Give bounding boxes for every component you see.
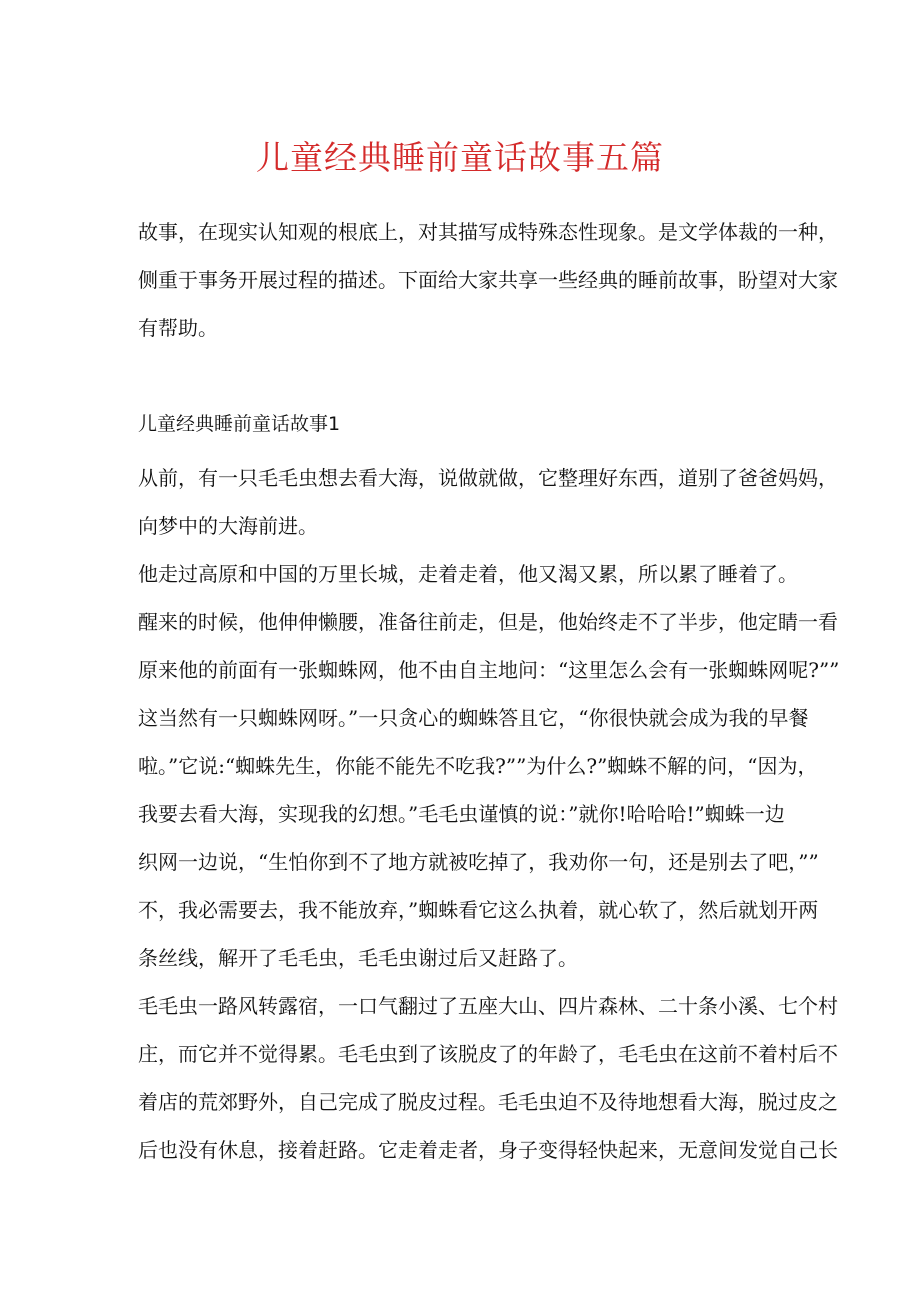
story-line: 我要去看大海，实现我的幻想。”毛毛虫谨慎的说：”就你!哈哈哈!”蜘蛛一边 xyxy=(138,802,785,826)
story-line: 从前，有一只毛毛虫想去看大海，说做就做，它整理好东西，道别了爸爸妈妈， xyxy=(138,466,838,490)
story-line: 醒来的时候，他伸伸懒腰，准备往前走，但是，他始终走不了半步，他定睛一看 xyxy=(138,610,838,634)
section-heading: 儿童经典睡前童话故事1 xyxy=(138,413,341,435)
story-line: 毛毛虫一路风转露宿，一口气翻过了五座大山、四片森林、二十条小溪、七个村 xyxy=(138,994,838,1018)
story-line: 着店的荒郊野外，自己完成了脱皮过程。毛毛虫迫不及待地想看大海，脱过皮之 xyxy=(138,1090,838,1114)
story-line: 向梦中的大海前进。 xyxy=(138,514,318,538)
story-line: 不，我必需要去，我不能放弃，”蜘蛛看它这么执着，就心软了，然后就划开两 xyxy=(138,898,819,922)
intro-line: 侧重于事务开展过程的描述。下面给大家共享一些经典的睡前故事，盼望对大家 xyxy=(138,268,838,292)
story-line: 他走过高原和中国的万里长城，走着走着，他又渴又累，所以累了睡着了。 xyxy=(138,562,798,586)
story-body xyxy=(138,454,840,1174)
story-line: 原来他的前面有一张蜘蛛网，他不由自主地问：“这里怎么会有一张蜘蛛网呢?”” xyxy=(138,658,840,682)
intro-paragraph xyxy=(138,208,838,352)
story-line: 啦。”它说:“蜘蛛先生，你能不能先不吃我?””为什么?”蜘蛛不解的问，“因为， xyxy=(138,754,818,778)
document-title: 儿童经典睡前童话故事五篇 xyxy=(256,138,664,177)
story-line: 庄，而它并不觉得累。毛毛虫到了该脱皮了的年龄了，毛毛虫在这前不着村后不 xyxy=(138,1042,838,1066)
intro-line: 故事，在现实认知观的根底上，对其描写成特殊态性现象。是文学体裁的一种， xyxy=(138,220,838,244)
story-line: 后也没有休息，接着赶路。它走着走者，身子变得轻快起来，无意间发觉自己长 xyxy=(138,1138,838,1162)
story-line: 这当然有一只蜘蛛网呀。”一只贪心的蜘蛛答且它，“你很快就会成为我的早餐 xyxy=(138,706,809,730)
story-line: 织网一边说，“生怕你到不了地方就被吃掉了，我劝你一句，还是别去了吧，”” xyxy=(138,850,819,874)
story-line: 条丝线，解开了毛毛虫，毛毛虫谢过后又赶路了。 xyxy=(138,946,578,970)
intro-line: 有帮助。 xyxy=(138,316,218,340)
